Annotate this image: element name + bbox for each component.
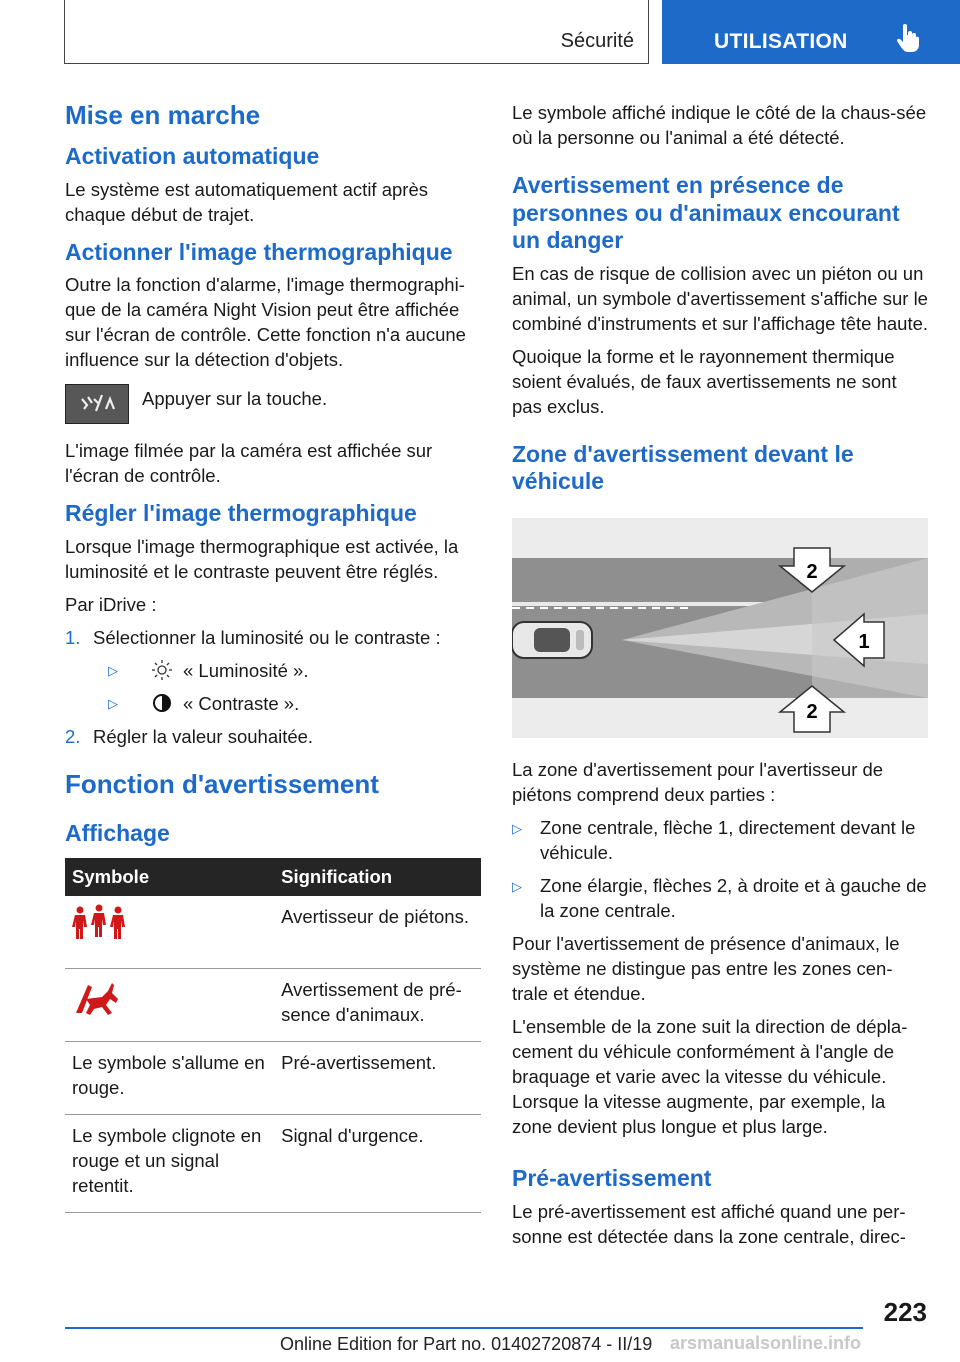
heading-pre-avertissement: Pré-avertissement xyxy=(512,1164,712,1191)
table-row xyxy=(65,1041,481,1114)
heading-actionner-image: Actionner l'image thermographique xyxy=(65,238,453,265)
arrow-label: 1 xyxy=(858,630,870,653)
pointing-hand-icon xyxy=(896,24,920,52)
page-number: 223 xyxy=(883,1297,927,1327)
warning-zone-diagram xyxy=(512,518,928,738)
table-row xyxy=(65,896,481,969)
button-instruction-text: Appuyer sur la touche. xyxy=(142,388,328,410)
paragraph: Outre la fonction d'alarme, l'image thermographi-que de la caméra Night Vision peut être affichée sur l'écran de contrôle. Cette fonction n'a aucune influence sur la détection d'objets. xyxy=(65,274,466,371)
table-cell: Pré-avertissement. xyxy=(274,1041,481,1114)
heading-affichage: Affichage xyxy=(65,820,170,847)
footer-divider xyxy=(65,1327,863,1329)
paragraph: Le pré-avertissement est affiché quand une per-sonne est détectée dans la zone centrale, direc- xyxy=(512,1200,906,1247)
pedestrian-warning-icon xyxy=(72,904,126,942)
step-number: 1. xyxy=(65,626,81,648)
list-item: ▷ Zone élargie, flèches 2, à droite et à gauche de la zone centrale. xyxy=(512,874,927,921)
paragraph: Lorsque l'image thermographique est activée, la luminosité et le contraste peuvent être réglés. xyxy=(65,535,459,582)
night-vision-button-icon xyxy=(65,384,129,424)
heading-avertissement-personnes: Avertissement en présence de personnes ou d'animaux encourant un danger xyxy=(512,172,900,254)
car-icon xyxy=(512,622,592,658)
heading-mise-en-marche: Mise en marche xyxy=(65,100,261,130)
paragraph: Pour l'avertissement de présence d'animaux, le système ne distingue pas entre les zones cen-trale et étendue. xyxy=(512,932,900,1004)
animal-warning-icon xyxy=(72,977,124,1017)
table-row xyxy=(65,968,481,1041)
heading-fonction-avertissement: Fonction d'avertissement xyxy=(65,768,379,799)
header-chapter-tab[interactable] xyxy=(662,0,960,64)
steps-list xyxy=(65,625,481,749)
heading-regler-image: Régler l'image thermographique xyxy=(65,500,417,527)
list-item: ▷ « Luminosité ». xyxy=(108,659,309,681)
table-cell: Avertisseur de piétons. xyxy=(274,896,481,969)
left-column xyxy=(65,100,481,1213)
paragraph: Par iDrive : xyxy=(65,593,157,615)
heading-activation-automatique: Activation automatique xyxy=(65,143,320,170)
table-header: Signification xyxy=(274,858,481,896)
paragraph: Le symbole affiché indique le côté de la chaus-sée où la personne ou l'animal a été détecté. xyxy=(512,102,927,148)
watermark: arsmanualsonline.info xyxy=(670,1333,862,1353)
contrast-icon xyxy=(151,692,173,714)
header-section-title: Sécurité xyxy=(560,30,634,52)
brightness-icon xyxy=(151,659,173,681)
paragraph: Le système est automatiquement actif après chaque début de trajet. xyxy=(65,178,428,225)
arrow-label: 2 xyxy=(806,560,818,583)
zone-list xyxy=(512,815,928,923)
table-cell: Signal d'urgence. xyxy=(274,1114,481,1212)
sub-list xyxy=(93,658,481,716)
symbol-table xyxy=(65,858,481,1213)
list-item: ▷ Zone centrale, flèche 1, directement devant le véhicule. xyxy=(512,816,916,863)
step-number: 2. xyxy=(65,725,81,747)
paragraph: L'ensemble de la zone suit la direction de dépla-cement du véhicule conformément à l'angle de braquage et varie avec la vitesse du véhicule. Lorsque la vitesse augmente, par exemple, la zone devient plus longue et plus large. xyxy=(512,1015,908,1137)
paragraph: L'image filmée par la caméra est affichée sur l'écran de contrôle. xyxy=(65,440,433,487)
list-item: ▷ « Contraste ». xyxy=(108,692,300,714)
table-cell: Le symbole s'allume en rouge. xyxy=(65,1041,274,1114)
table-cell: Le symbole clignote en rouge et un signal retentit. xyxy=(65,1114,274,1212)
list-item: 2. Régler la valeur souhaitée. xyxy=(65,725,314,747)
footer-edition: Online Edition for Part no. 01402720874 - II/19 xyxy=(280,1334,653,1354)
table-header: Symbole xyxy=(65,858,274,896)
header-section-box xyxy=(64,0,649,64)
paragraph: Quoique la forme et le rayonnement thermique soient évalués, de faux avertissements ne sont pas exclus. xyxy=(512,345,897,417)
paragraph: La zone d'avertissement pour l'avertisseur de piétons comprend deux parties : xyxy=(512,758,884,805)
table-cell: Avertissement de pré-sence d'animaux. xyxy=(274,968,481,1041)
button-instruction xyxy=(65,384,481,424)
right-column xyxy=(512,100,928,1257)
table-row xyxy=(65,1114,481,1212)
header-chapter-title: UTILISATION xyxy=(714,30,848,53)
heading-zone-avertissement: Zone d'avertissement devant le véhicule xyxy=(512,440,854,495)
paragraph: En cas de risque de collision avec un piéton ou un animal, un symbole d'avertissement s'affiche sur le combiné d'instruments et sur l'affichage tête haute. xyxy=(512,262,929,334)
list-item: 1. Sélectionner la luminosité ou le contraste : ▷ « Luminosité ». ▷ « Contraste ». xyxy=(65,625,481,716)
arrow-label: 2 xyxy=(806,700,818,723)
